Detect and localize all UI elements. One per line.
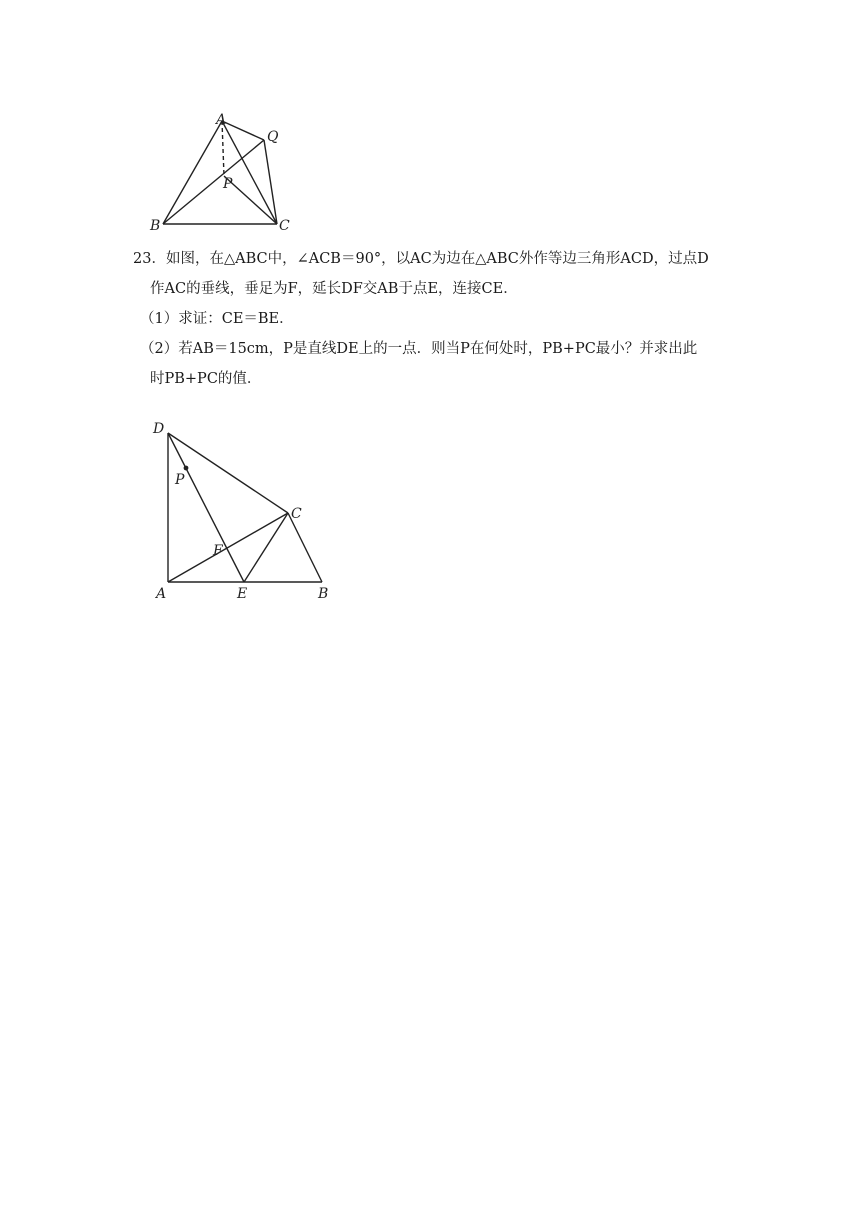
segment-aq (222, 121, 264, 140)
label-p: P (175, 472, 185, 488)
label-e: E (237, 586, 248, 602)
figure-1-svg (140, 108, 300, 238)
figure-2-svg (145, 413, 345, 608)
segment-ce (244, 513, 288, 582)
segment-cb (288, 513, 322, 582)
segment-ac (168, 513, 288, 582)
label-c: C (279, 218, 290, 234)
label-b: B (150, 218, 161, 234)
problem-part-2-line-1: （2）若AB＝15cm，P是直线DE上的一点．则当P在何处时，PB+PC最小？并求出此 (140, 341, 698, 357)
problem-part-1: （1）求证：CE＝BE． (140, 311, 294, 327)
figure-2-triangle-acd (145, 413, 345, 608)
point-p-dot (184, 466, 189, 471)
label-c: C (291, 506, 302, 522)
label-a: A (216, 112, 227, 128)
problem-number: 23． (133, 251, 166, 267)
label-q: Q (267, 129, 279, 145)
label-f: F (213, 543, 223, 559)
problem-part-2-line-2: 时PB+PC的值． (150, 371, 262, 387)
label-p: P (223, 176, 233, 192)
segment-bq (163, 140, 264, 224)
segment-dc (168, 433, 288, 513)
problem-stem-text-1: 如图，在△ABC中，∠ACB＝90°，以AC为边在△ABC外作等边三角形ACD，过点D (165, 251, 709, 267)
problem-23 (133, 244, 733, 394)
problem-stem-line-2: 作AC的垂线，垂足为F，延长DF交AB于点E，连接CE． (150, 281, 518, 297)
figure-1-triangle-apq (140, 108, 300, 238)
problem-stem-line-1 (133, 244, 733, 274)
label-d: D (153, 421, 165, 437)
segment-ab (163, 121, 222, 224)
label-b: B (318, 586, 329, 602)
label-a: A (156, 586, 167, 602)
segment-ap-dashed (222, 121, 224, 176)
